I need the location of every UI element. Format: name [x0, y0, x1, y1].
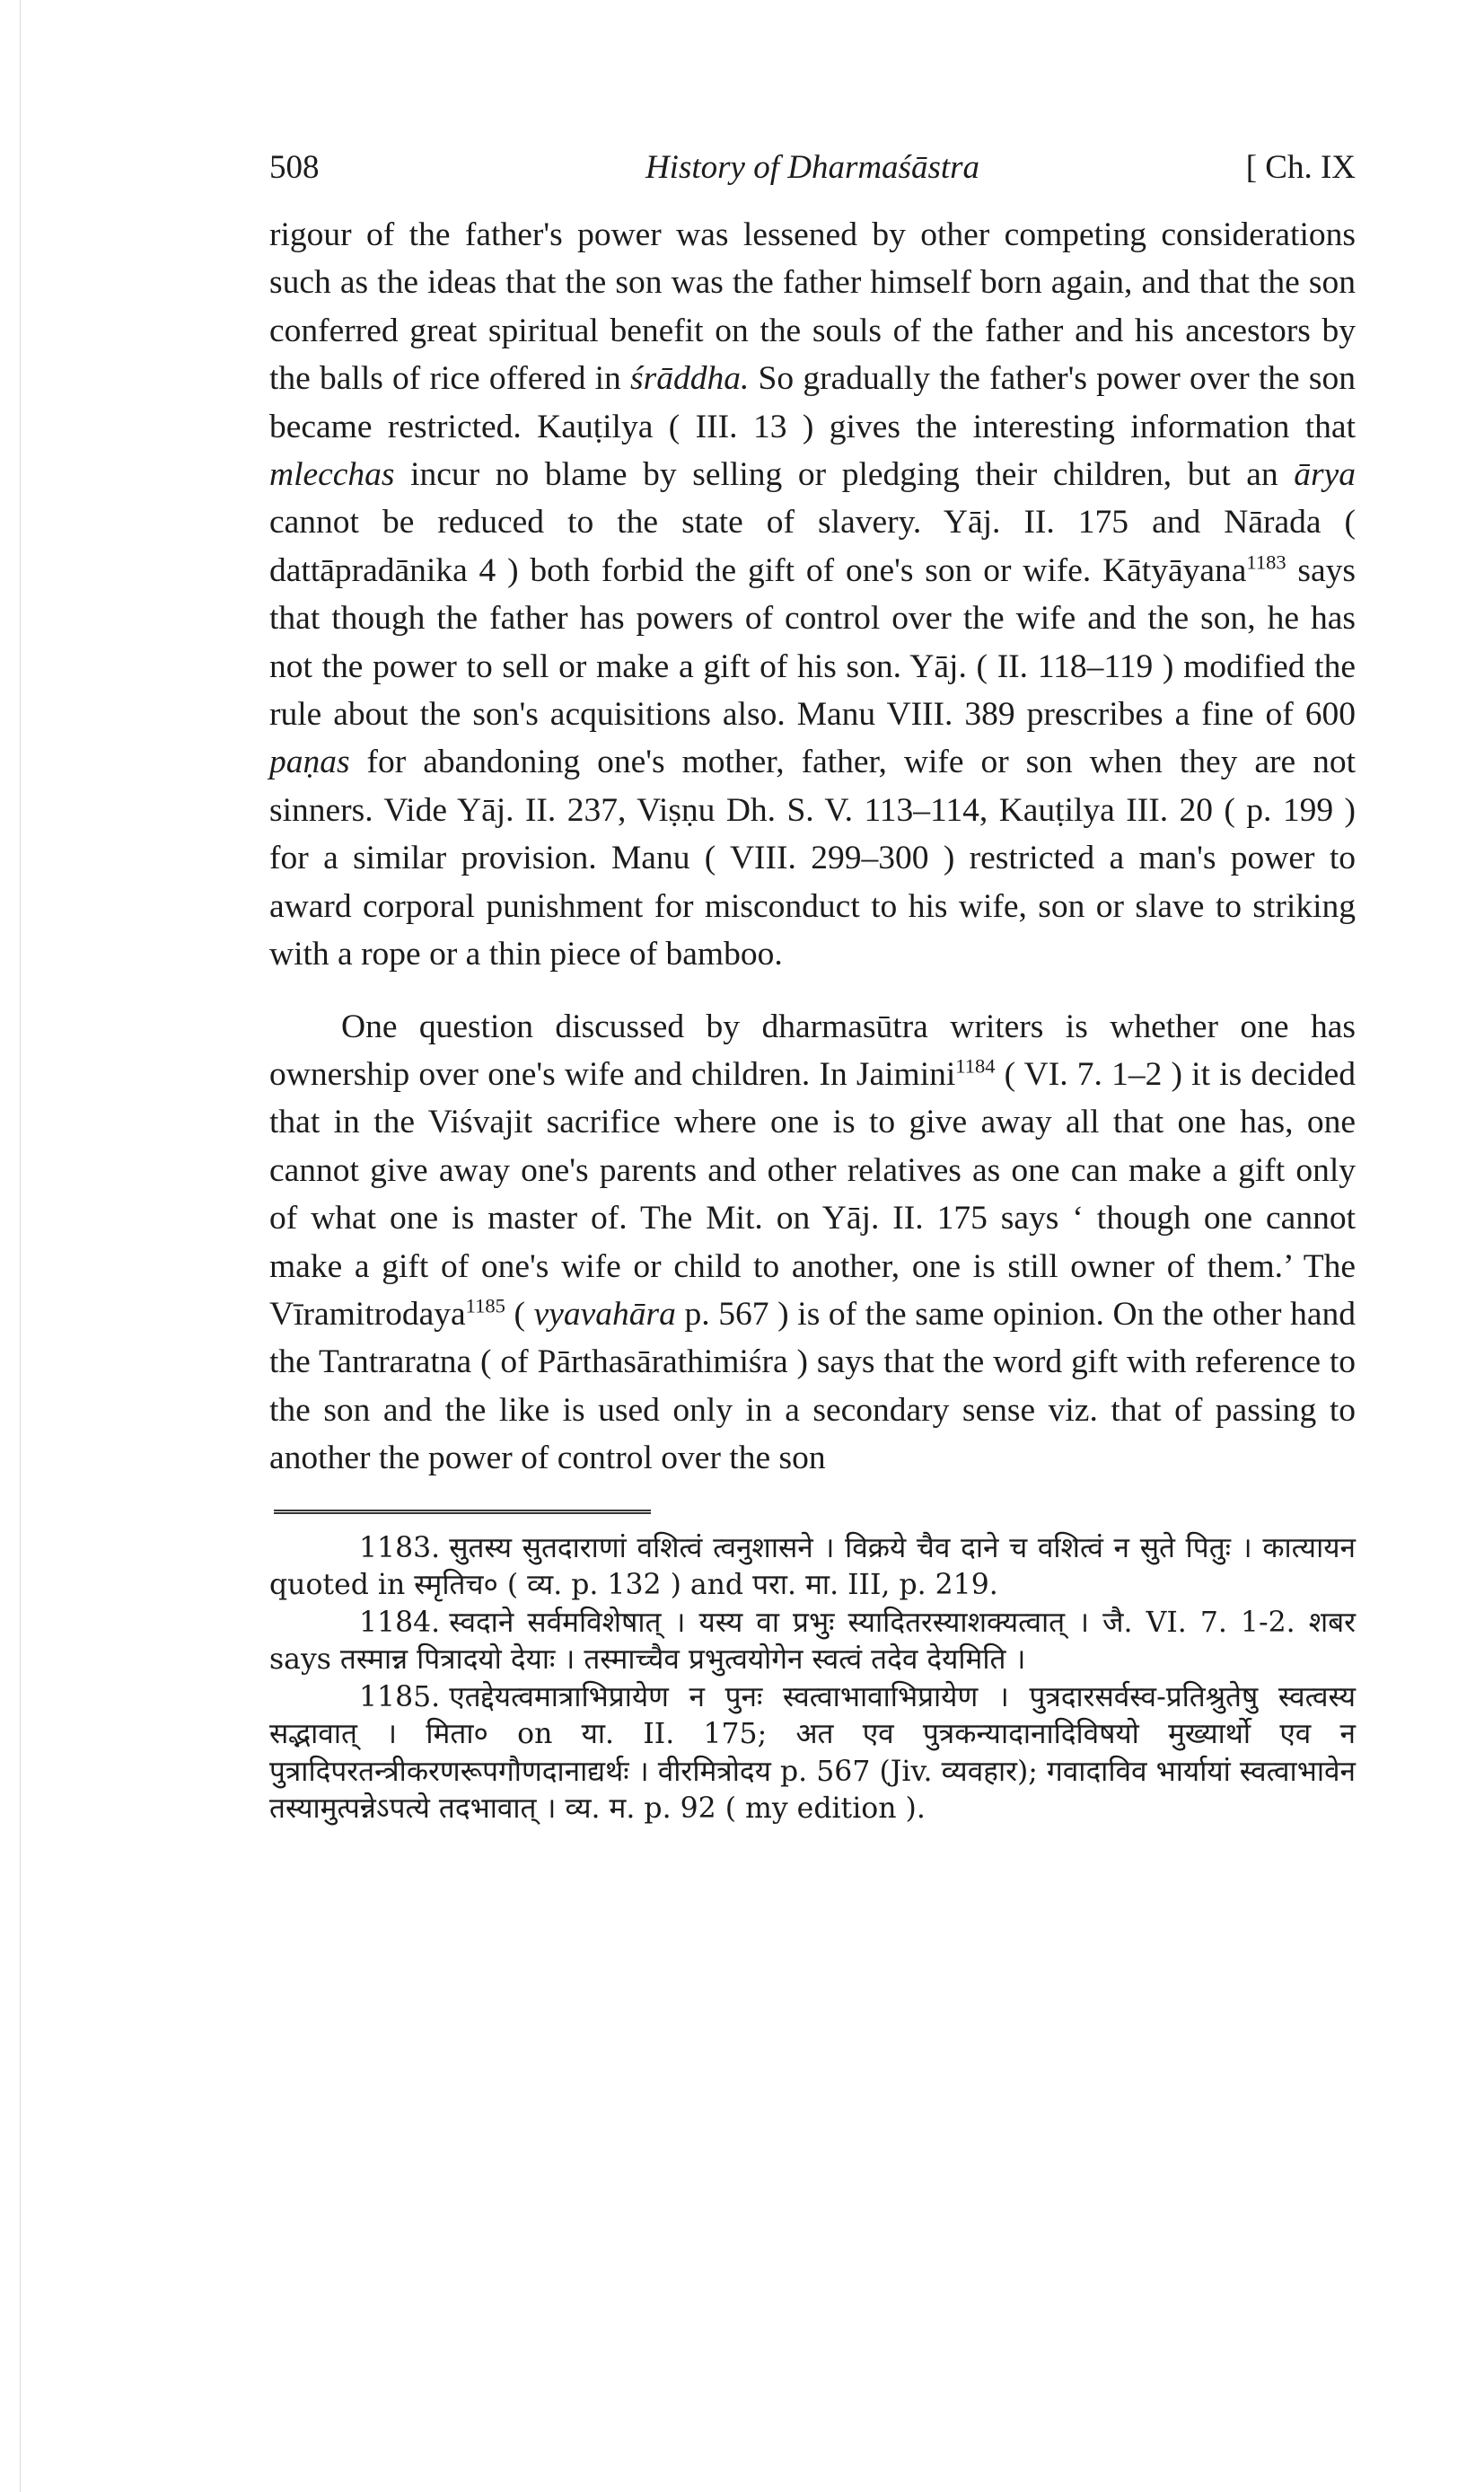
footnote-ref-1185[interactable]: 1185 [465, 1294, 505, 1317]
footnote-label: 1185. [359, 1680, 441, 1713]
running-header [269, 148, 1356, 211]
footnote-1183 [269, 1530, 1356, 1605]
book-page [269, 148, 1356, 1828]
chapter-label: [ Ch. IX [1245, 149, 1356, 186]
page-number: 508 [269, 149, 320, 186]
footnote-text: सुतस्य सुतदाराणां वशित्वं त्वनुशासने । विक्रये चैव दाने च वशित्वं न सुते पितुः । कात्यायन quoted in स्मृतिच० ( व्य. p. 132 ) and परा. मा. III, p. 219. [269, 1531, 1356, 1602]
paragraph-1: rigour of the father's power was lessened by other competing considerations such as the ideas that the son was the father himself born again, and that the son conferred great spiritual benefit on the souls of the father and his ancestors by the balls of rice offered in śrāddha. So gradually the father's power over the son became restricted. Kauṭilya ( III. 13 ) gives the interesting information that mlecchas incur no blame by selling or pledging their children, but an ārya cannot be reduced to the state of slavery. Yāj. II. 175 and Nārada ( dattāpradānika 4 ) both forbid the gift of one's son or wife. Kātyāyana$^{1183}$ says that though the father has powers of control over the wife and the son, he has not the power to sell or make a gift of his son. Yāj. ( II. 118–119 ) modified the rule about the son's acquisitions also. Manu VIII. 389 prescribes a fine of 600 paṇas for abandoning one's mother, father, wife or son when they are not sinners. Vide Yāj. II. 237, Viṣṇu Dh. S. V. 113–114, Kauṭilya III. 20 ( p. 199 ) for a similar provision. Manu ( VIII. 299–300 ) restricted a man's power to award corporal punishment for misconduct to his wife, son or slave to striking with a rope or a thin piece of bamboo. [269, 216, 1356, 973]
running-title: History of Dharmaśāstra [645, 149, 980, 186]
footnote-label: 1183. [359, 1531, 441, 1564]
footnote-ref-1183[interactable]: 1183 [1246, 550, 1286, 574]
footnote-divider [274, 1510, 651, 1514]
scan-edge-line [20, 0, 21, 2492]
footnote-1185 [269, 1679, 1356, 1828]
footnote-text: स्वदाने सर्वमविशेषात् । यस्य वा प्रभुः स्यादितरस्याशक्यत्वात् । जै. VI. 7. 1-2. शबर says तस्मान्न पित्रादयो देयाः । तस्माच्चैव प्रभुत्वयोगेन स्वत्वं तदेव देयमिति । [269, 1606, 1356, 1677]
paragraph-2: One question discussed by dharmasūtra writers is whether one has ownership over one's wife and children. In Jaimini$^{1184}$ ( VI. 7. 1–2 ) it is decided that in the Viśvajit sacrifice where one is to give away all that one has, one cannot give away one's parents and other relatives as one can make a gift only of what one is master of. The Mit. on Yāj. II. 175 says ‘ though one cannot make a gift of one's wife or child to another, one is still owner of them.’ The Vīramitrodaya$^{1185}$ ( vyavahāra p. 567 ) is of the same opinion. On the other hand the Tantraratna ( of Pārthasārathimiśra ) says that the word gift with reference to the son and the like is used only in a secondary sense viz. that of passing to another the power of control over the son [269, 1008, 1356, 1477]
footnote-text: एतद्देयत्वमात्राभिप्रायेण न पुनः स्वत्वाभावाभिप्रायेण । पुत्रदारसर्वस्व-प्रतिश्रुतेषु स्वत्वस्य सद्भावात् । मिता० on या. II. 175; अत एव पुत्रकन्यादानादिविषयो मुख्यार्थो एव न पुत्रादिपरतन्त्रीकरणरूपगौणदानाद्यर्थः । वीरमित्रोदय p. 567 (Jiv. व्यवहार); गवादाविव भार्यायां स्वत्वाभावेन तस्यामुत्पन्नेऽपत्ये तदभावात् । व्य. म. p. 92 ( my edition ). [269, 1680, 1356, 1826]
footnote-1184 [269, 1605, 1356, 1679]
footnote-label: 1184. [359, 1606, 441, 1639]
footnote-ref-1184[interactable]: 1184 [955, 1054, 996, 1078]
